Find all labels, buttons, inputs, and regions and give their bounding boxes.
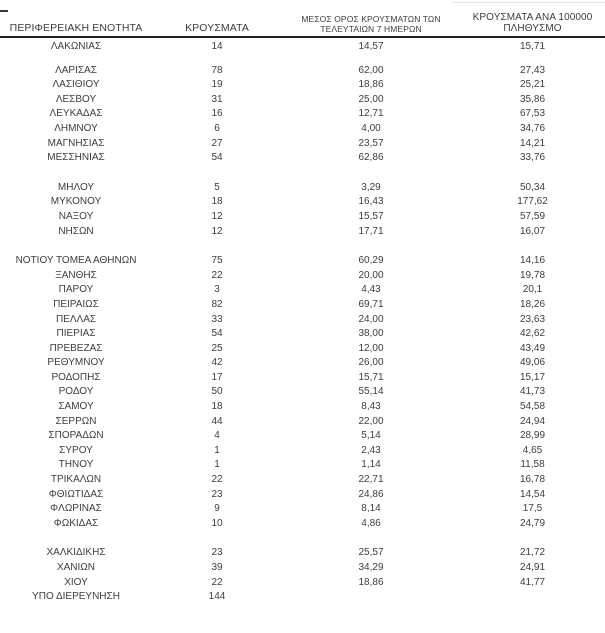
- table-row: [0, 283, 605, 298]
- cell-7day-average: 12,00: [358, 342, 384, 354]
- cell-cases-per-100k: 34,76: [519, 122, 546, 134]
- cell-7day-average: 26,00: [358, 357, 384, 369]
- cell-region: ΣΕΡΡΩΝ: [55, 415, 97, 427]
- table-row: [0, 576, 605, 591]
- cell-cases-per-100k: 20,1: [522, 284, 543, 296]
- cell-cases: 9: [214, 503, 220, 515]
- cell-cases: 75: [211, 255, 223, 267]
- cell-cases-per-100k: 50,34: [519, 181, 546, 193]
- cell-region: ΣΑΜΟΥ: [58, 401, 94, 413]
- cell-7day-average: 62,86: [358, 152, 384, 164]
- cell-region: ΜΥΚΟΝΟΥ: [50, 196, 102, 208]
- column-header-cases-per-100k-line2: ΠΛΗΘΥΣΜΟ: [503, 23, 562, 34]
- table-row: [0, 385, 605, 400]
- cell-region: ΡΟΔΟΥ: [58, 386, 94, 398]
- table-row: [0, 225, 605, 240]
- cell-cases: 31: [211, 93, 223, 105]
- cell-7day-average: 22,00: [358, 415, 384, 427]
- cell-7day-average: 69,71: [358, 298, 384, 310]
- cell-cases-per-100k: 49,06: [519, 357, 546, 369]
- cell-cases: 19: [211, 79, 223, 91]
- cell-7day-average: 5,14: [361, 430, 381, 442]
- column-header-7day-average-line2: ΤΕΛΕΥΤΑΙΩΝ 7 ΗΜΕΡΩΝ: [320, 24, 422, 34]
- cell-cases-per-100k: 18,26: [519, 298, 546, 310]
- table-row: [0, 107, 605, 122]
- crop-artifact-line-left: [0, 10, 8, 12]
- table-body: [0, 38, 605, 605]
- cell-cases-per-100k: [460, 590, 605, 605]
- cell-cases: 14: [211, 41, 223, 52]
- cell-cases-per-100k: 21,72: [519, 547, 546, 559]
- column-header-cases-per-100k-line1: ΚΡΟΥΣΜΑΤΑ ΑΝΑ 100000: [472, 12, 593, 23]
- cell-cases: 23: [211, 547, 223, 559]
- cell-region: ΣΠΟΡΑΔΩΝ: [48, 430, 104, 442]
- cell-cases: 12: [211, 225, 223, 237]
- table-row: [0, 78, 605, 93]
- cell-region: ΦΩΚΙΔΑΣ: [53, 517, 99, 529]
- cell-cases: 39: [211, 562, 223, 573]
- table-row: [0, 327, 605, 342]
- cell-cases-per-100k: 67,53: [519, 108, 546, 120]
- cell-7day-average: 55,14: [358, 386, 384, 398]
- cell-region: ΠΕΙΡΑΙΩΣ: [53, 298, 99, 310]
- cell-region: ΛΕΣΒΟΥ: [55, 93, 97, 105]
- cell-7day-average: 24,00: [358, 313, 384, 325]
- cell-cases: 42: [211, 357, 223, 369]
- table-row: [0, 298, 605, 313]
- cell-7day-average: 14,57: [358, 41, 384, 52]
- cell-region: ΛΑΚΩΝΙΑΣ: [50, 41, 102, 52]
- cell-cases: 5: [214, 181, 220, 193]
- cell-7day-average: [282, 590, 460, 605]
- cell-cases-per-100k: 43,49: [519, 342, 546, 354]
- cell-cases-per-100k: 15,17: [519, 371, 546, 383]
- cell-cases: 54: [211, 328, 223, 340]
- cell-region: ΞΑΝΘΗΣ: [55, 269, 97, 281]
- cell-region: ΧΙΟΥ: [64, 576, 88, 588]
- cell-region: ΦΛΩΡΙΝΑΣ: [50, 503, 102, 515]
- cell-cases-per-100k: 17,5: [522, 503, 543, 515]
- cell-cases-per-100k: 27,43: [519, 64, 546, 76]
- table-row-group: [0, 254, 605, 531]
- cell-cases: 3: [214, 284, 220, 296]
- cell-region: ΜΑΓΝΗΣΙΑΣ: [47, 137, 105, 149]
- cell-7day-average: 4,00: [361, 122, 381, 134]
- cell-cases: 54: [211, 152, 223, 164]
- cell-cases: 22: [211, 269, 223, 281]
- cell-7day-average: 15,71: [358, 371, 384, 383]
- cell-7day-average: 38,00: [358, 328, 384, 340]
- table-row: [0, 444, 605, 459]
- column-header-7day-average-line1: ΜΕΣΟΣ ΟΡΟΣ ΚΡΟΥΣΜΑΤΩΝ ΤΩΝ: [301, 14, 441, 24]
- table-row: [0, 151, 605, 166]
- cell-cases: 25: [211, 342, 223, 354]
- column-header-cases: ΚΡΟΥΣΜΑΤΑ: [185, 22, 249, 34]
- cell-7day-average: 60,29: [358, 255, 384, 267]
- cell-7day-average: 4,43: [361, 284, 381, 296]
- table-row-group: [0, 40, 605, 55]
- cell-region: ΝΑΞΟΥ: [58, 210, 94, 222]
- cell-region: ΛΑΣΙΘΙΟΥ: [52, 79, 100, 91]
- table-row: [0, 40, 605, 55]
- cell-cases: 17: [211, 371, 223, 383]
- cell-region: ΠΕΛΛΑΣ: [55, 313, 97, 325]
- cell-cases: 82: [211, 298, 223, 310]
- cell-cases-per-100k: 24,91: [519, 562, 546, 573]
- cell-cases-per-100k: 14,54: [519, 488, 546, 500]
- column-header-cases-per-100k: [460, 12, 605, 36]
- cell-cases: 18: [211, 401, 223, 413]
- cell-7day-average: 1,14: [361, 459, 381, 471]
- cell-cases: 16: [211, 108, 223, 120]
- cell-7day-average: 16,43: [358, 196, 384, 208]
- cell-cases: 12: [211, 210, 223, 222]
- table-row-group: [0, 546, 605, 604]
- cell-cases: 10: [211, 517, 223, 529]
- table-row: [0, 356, 605, 371]
- cell-cases: 50: [211, 386, 223, 398]
- cell-region: ΛΑΡΙΣΑΣ: [55, 64, 97, 76]
- cell-7day-average: 12,71: [358, 108, 384, 120]
- cell-7day-average: 18,86: [358, 79, 384, 91]
- cell-region: ΠΑΡΟΥ: [58, 284, 94, 296]
- cell-region: ΠΡΕΒΕΖΑΣ: [49, 342, 103, 354]
- cell-region: ΛΕΥΚΑΔΑΣ: [49, 108, 103, 120]
- cell-region: ΡΕΘΥΜΝΟΥ: [47, 357, 105, 369]
- cell-cases: 78: [211, 64, 223, 76]
- cell-region: ΝΗΣΩΝ: [58, 225, 94, 237]
- cell-region: ΤΗΝΟΥ: [58, 459, 94, 471]
- cell-cases: 144: [208, 591, 226, 603]
- cell-7day-average: 3,29: [361, 181, 381, 193]
- cell-cases: 22: [211, 474, 223, 486]
- table-row: [0, 64, 605, 79]
- cell-7day-average: 17,71: [358, 225, 384, 237]
- cell-7day-average: 25,00: [358, 93, 384, 105]
- table-row: [0, 429, 605, 444]
- cell-region: ΤΡΙΚΑΛΩΝ: [50, 474, 102, 486]
- table-row: [0, 137, 605, 152]
- table-row: [0, 415, 605, 430]
- cell-7day-average: 20,00: [358, 269, 384, 281]
- table-row: [0, 488, 605, 503]
- table-row: [0, 195, 605, 210]
- cell-cases-per-100k: 23,63: [519, 313, 546, 325]
- cell-cases-per-100k: 33,76: [519, 152, 546, 164]
- cell-region: ΧΑΝΙΩΝ: [56, 562, 96, 573]
- table-row: [0, 400, 605, 415]
- cell-cases-per-100k: 14,21: [519, 137, 546, 149]
- cell-7day-average: 22,71: [358, 474, 384, 486]
- cell-cases-per-100k: 41,73: [519, 386, 546, 398]
- cell-region: ΜΗΛΟΥ: [57, 181, 95, 193]
- cell-cases-per-100k: 28,99: [519, 430, 546, 442]
- cell-cases-per-100k: 25,21: [519, 79, 546, 91]
- cell-cases: 18: [211, 196, 223, 208]
- cell-7day-average: 24,86: [358, 488, 384, 500]
- table-row: [0, 502, 605, 517]
- table-row-group: [0, 64, 605, 166]
- cell-cases-per-100k: 16,07: [519, 225, 546, 237]
- cell-7day-average: 15,57: [358, 210, 384, 222]
- cell-7day-average: 23,57: [358, 137, 384, 149]
- cell-cases: 23: [211, 488, 223, 500]
- table-row: [0, 590, 605, 605]
- cell-cases-per-100k: 177,62: [517, 196, 548, 208]
- cell-region: ΠΙΕΡΙΑΣ: [56, 328, 96, 340]
- cell-cases-per-100k: 11,58: [520, 459, 545, 471]
- cell-cases-per-100k: 16,78: [519, 474, 546, 486]
- cell-7day-average: 2,43: [361, 444, 381, 456]
- cell-region: ΦΘΙΩΤΙΔΑΣ: [48, 488, 104, 500]
- table-row-group: [0, 181, 605, 239]
- cell-region: ΛΗΜΝΟΥ: [54, 122, 98, 134]
- cell-region: ΧΑΛΚΙΔΙΚΗΣ: [46, 547, 106, 559]
- cell-cases: 44: [211, 415, 223, 427]
- cell-cases: 6: [214, 122, 220, 134]
- cell-cases: 1: [214, 459, 220, 471]
- table-row: [0, 342, 605, 357]
- cell-region: ΝΟΤΙΟΥ ΤΟΜΕΑ ΑΘΗΝΩΝ: [15, 255, 137, 267]
- cell-region: ΣΥΡΟΥ: [59, 444, 93, 456]
- cell-cases: 27: [211, 137, 223, 149]
- cell-cases-per-100k: 42,62: [519, 328, 546, 340]
- table-row: [0, 269, 605, 284]
- cell-7day-average: 62,00: [358, 64, 384, 76]
- cell-cases: 33: [211, 313, 223, 325]
- cell-region: ΥΠΟ ΔΙΕΡΕΥΝΗΣΗ: [32, 591, 120, 603]
- cell-7day-average: 8,43: [361, 401, 381, 413]
- cell-7day-average: 18,86: [358, 576, 384, 588]
- cell-cases-per-100k: 24,79: [519, 517, 546, 529]
- table-header-row: [0, 0, 605, 38]
- table-row: [0, 517, 605, 532]
- cell-7day-average: 4,86: [361, 517, 381, 529]
- cell-cases: 22: [211, 576, 223, 588]
- table-row: [0, 181, 605, 196]
- cell-cases-per-100k: 4,65: [522, 444, 543, 456]
- table-row: [0, 546, 605, 561]
- cell-cases-per-100k: 14,16: [519, 255, 546, 267]
- cell-7day-average: 8,14: [361, 503, 381, 515]
- table-row: [0, 313, 605, 328]
- cell-cases-per-100k: 54,58: [519, 401, 546, 413]
- cell-cases-per-100k: 15,71: [519, 41, 546, 52]
- crop-artifact-line-right: [452, 2, 605, 3]
- table-row: [0, 561, 605, 576]
- cell-7day-average: 34,29: [358, 562, 384, 573]
- table-row: [0, 371, 605, 386]
- cell-cases-per-100k: 57,59: [519, 210, 546, 222]
- table-row: [0, 473, 605, 488]
- cell-7day-average: 25,57: [358, 547, 384, 559]
- cell-region: ΜΕΣΣΗΝΙΑΣ: [47, 152, 105, 164]
- table-row: [0, 210, 605, 225]
- table-row: [0, 122, 605, 137]
- cell-cases-per-100k: 41,77: [519, 576, 546, 588]
- table-row: [0, 254, 605, 269]
- table-row: [0, 458, 605, 473]
- cell-cases-per-100k: 24,94: [519, 415, 546, 427]
- column-header-7day-average: [282, 14, 460, 36]
- table-row: [0, 93, 605, 108]
- cell-cases: 4: [214, 430, 220, 442]
- cell-cases: 1: [214, 444, 220, 456]
- cell-region: ΡΟΔΟΠΗΣ: [51, 371, 101, 383]
- cell-cases-per-100k: 35,86: [519, 93, 546, 105]
- cell-cases-per-100k: 19,78: [519, 269, 546, 281]
- column-header-regional-unit: ΠΕΡΙΦΕΡΕΙΑΚΗ ΕΝΟΤΗΤΑ: [9, 22, 143, 34]
